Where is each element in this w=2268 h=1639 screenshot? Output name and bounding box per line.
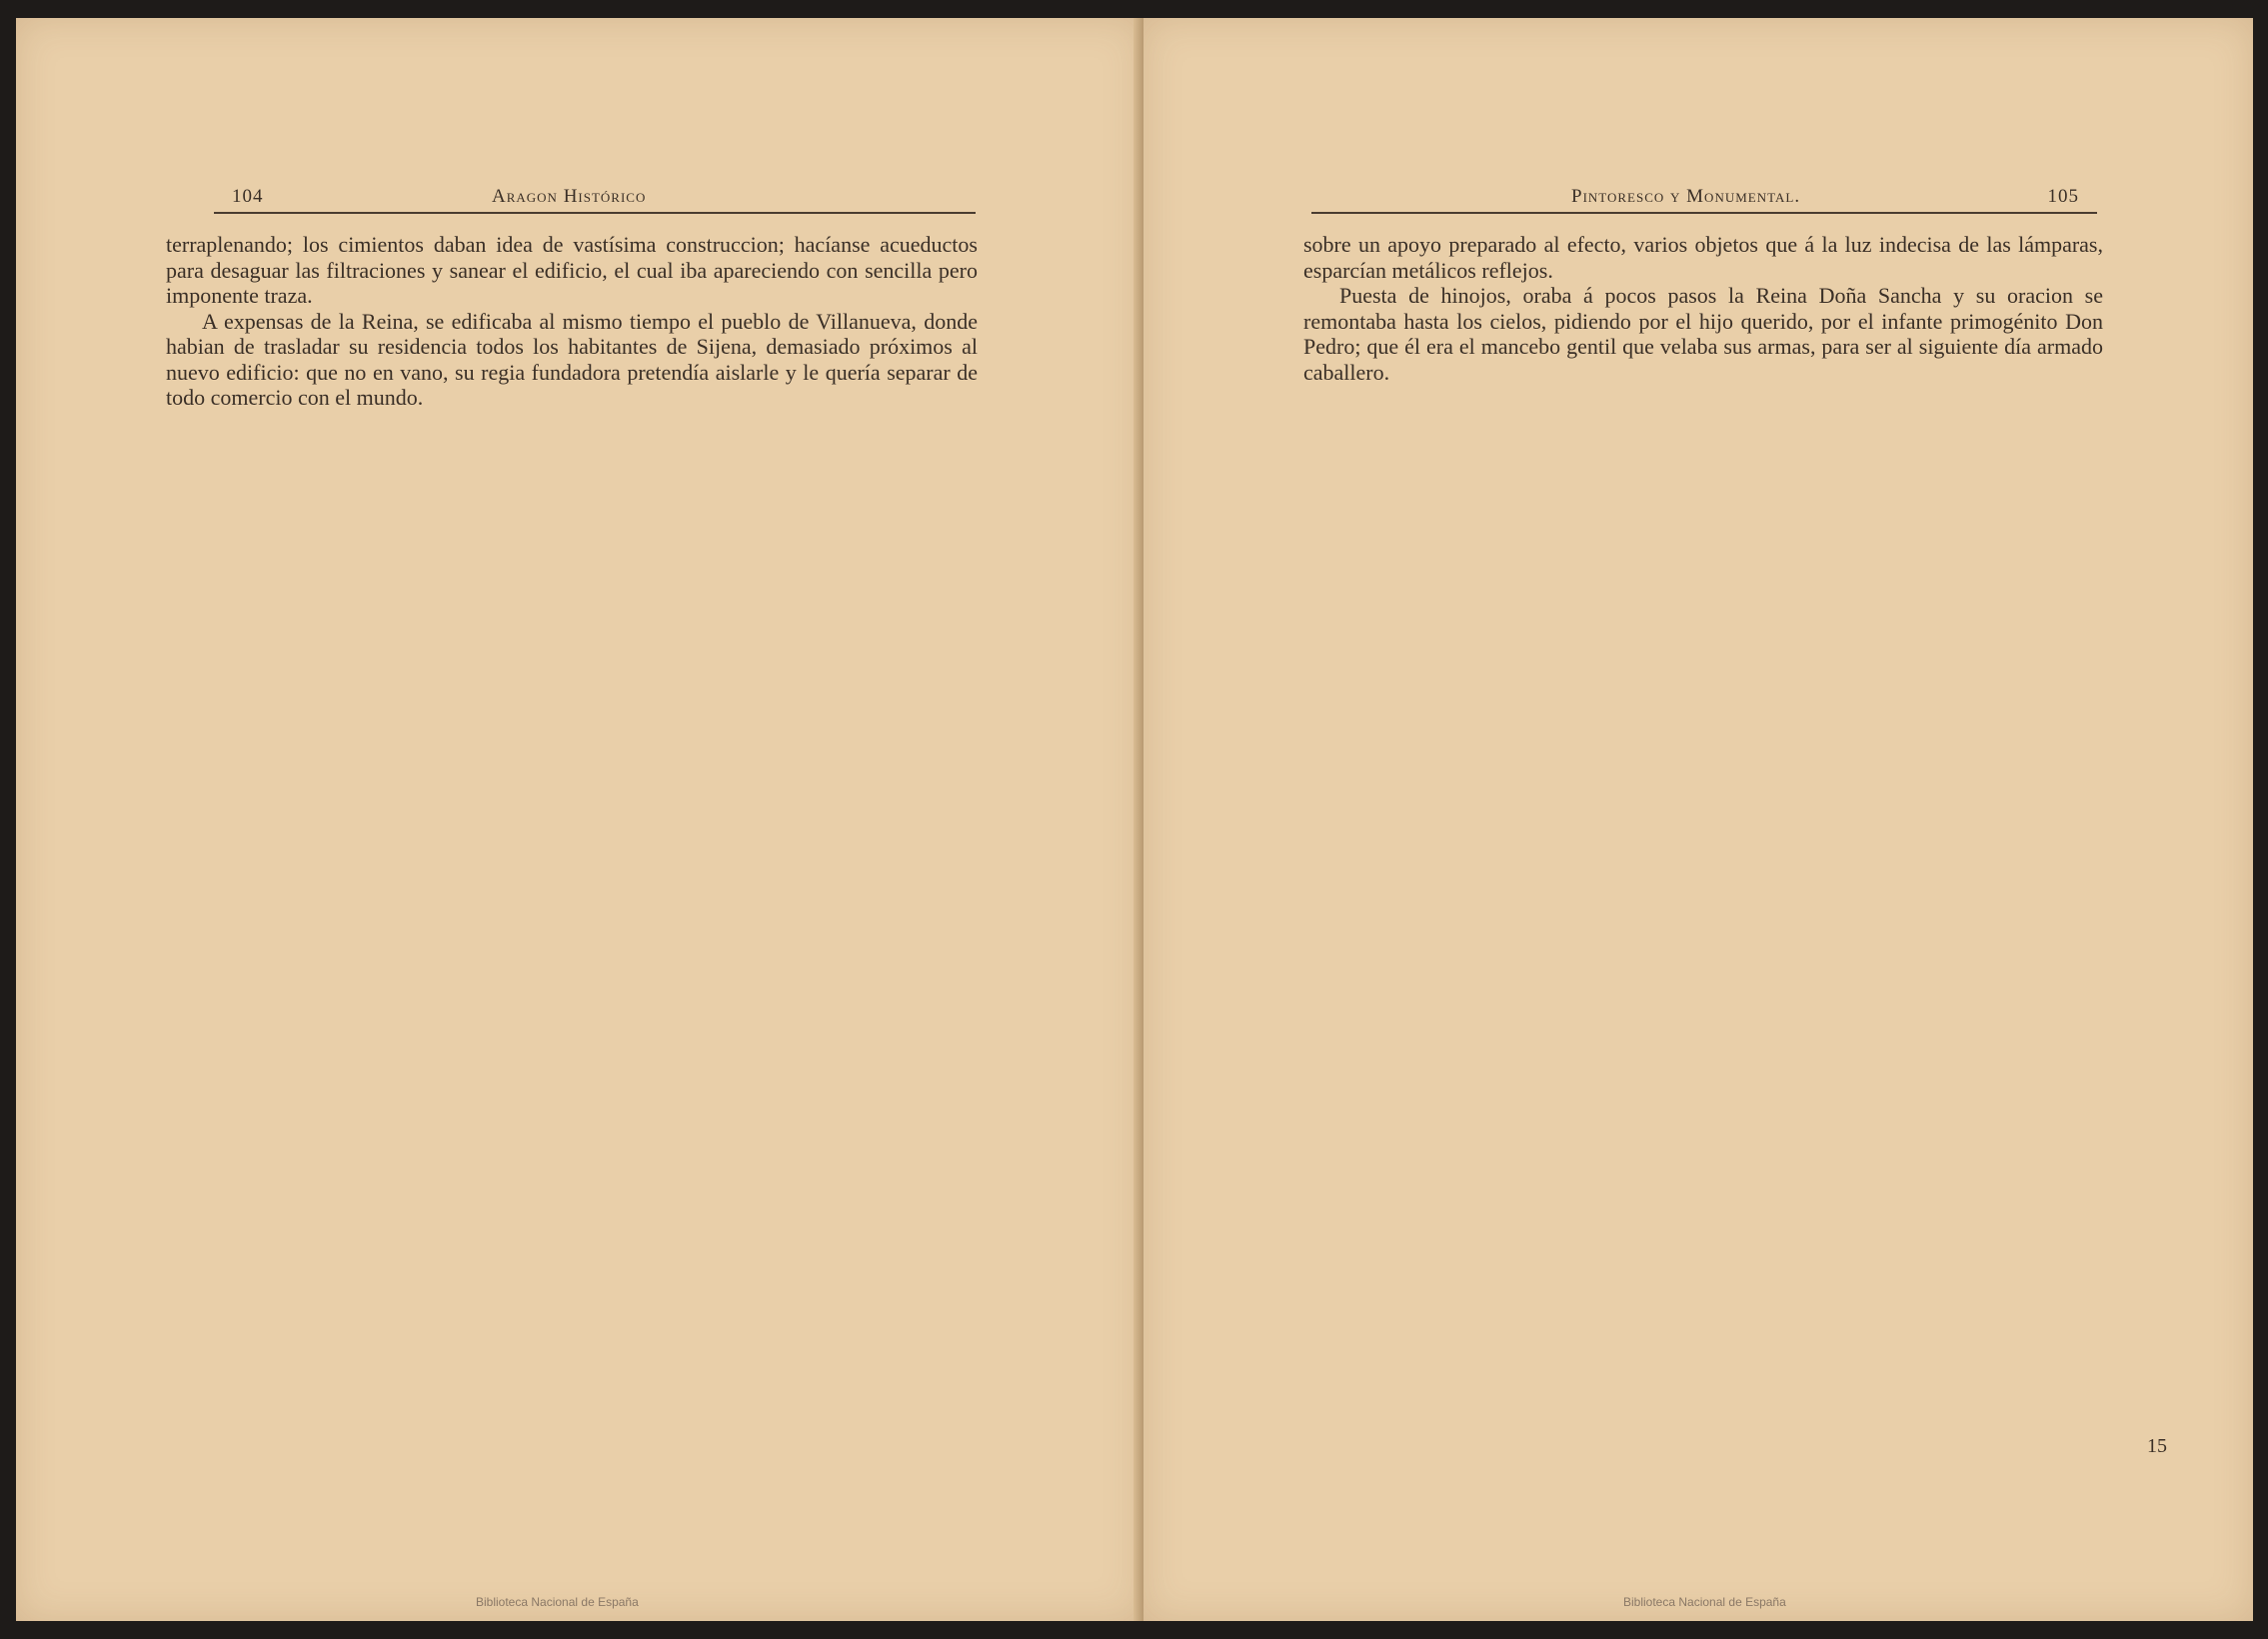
paragraph: Puesta de hinojos, oraba á pocos pasos la Reina Doña Sancha y su oracion se remontaba hasta los cielos, pidiendo por el hijo querido, por el infante primogénito Don Pedro; que él era el mancebo gentil que velaba sus armas, para ser al siguiente día armado caballero.: [1303, 283, 2103, 385]
page-number: 105: [2047, 186, 2079, 207]
library-mark: Biblioteca Nacional de España: [476, 1595, 639, 1609]
paragraph: sobre un apoyo preparado al efecto, varios objetos que á la luz indecisa de las lámparas, esparcían metálicos reflejos.: [1303, 232, 2103, 283]
running-head: Pintoresco y Monumental.: [1571, 186, 1801, 207]
page-header: [1311, 182, 2097, 214]
running-head: Aragon Histórico: [492, 186, 647, 207]
page-number: 104: [232, 186, 264, 207]
left-page: [16, 18, 1141, 1621]
body-text: [1303, 232, 2103, 385]
page-header: [214, 182, 976, 214]
paragraph: terraplenando; los cimientos daban idea de vastísima construccion; hacíanse acueductos para desaguar las filtraciones y sanear el edificio, el cual iba apareciendo con sencilla pero imponente traza.: [166, 232, 978, 308]
library-mark: Biblioteca Nacional de España: [1623, 1595, 1786, 1609]
body-text: [166, 232, 978, 411]
paragraph: A expensas de la Reina, se edificaba al mismo tiempo el pueblo de Villanueva, donde habian de trasladar su residencia todos los habitantes de Sijena, demasiado próximos al nuevo edificio: que no en vano, su regia fundadora pretendía aislarle y le quería separar de todo comercio con el mundo.: [166, 308, 978, 410]
signature-mark: 15: [2147, 1435, 2167, 1457]
right-page: [1143, 18, 2253, 1621]
